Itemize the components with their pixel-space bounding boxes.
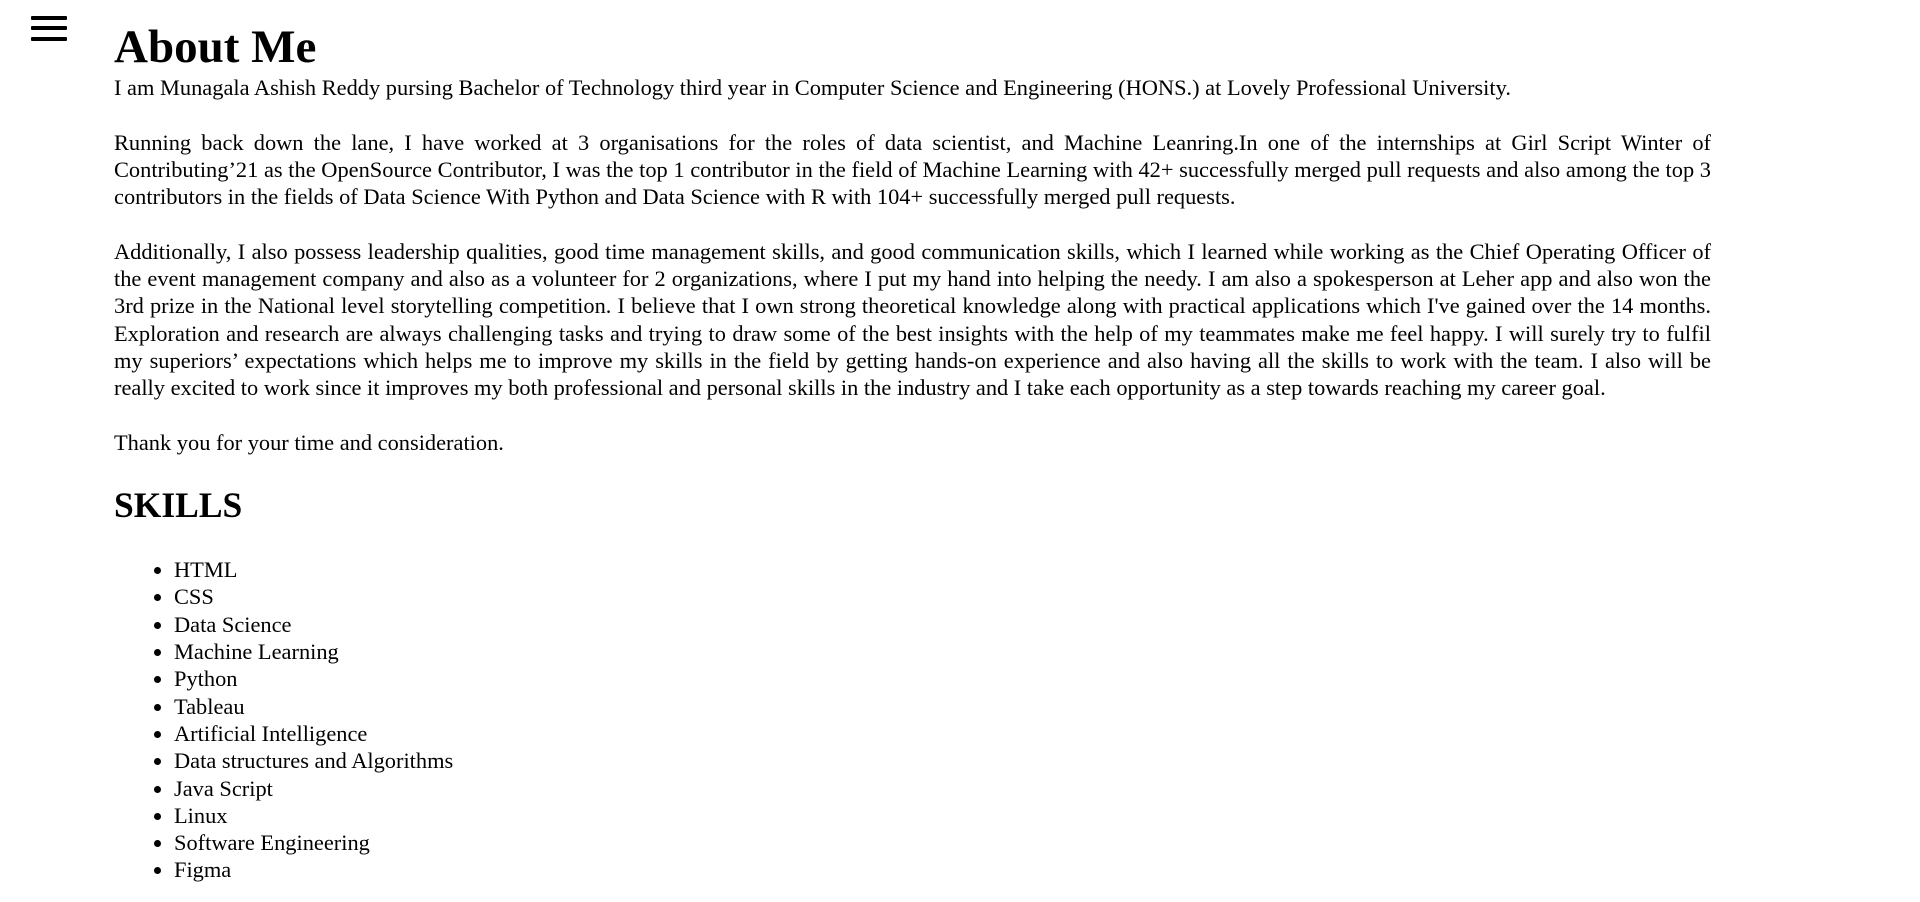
list-item: • Data Science [174,611,1711,638]
list-item: • Figma [174,856,1711,883]
about-paragraph: Additionally, I also possess leadership qualities, good time management skills, and good communication skills, which I learned while working as the Chief Operating Officer of the event management company and also as a volunteer for 2 organizations, where I put my hand into helping the needy. I am also a spokesperson at Leher app and also won the 3rd prize in the National level storytelling competition. I believe that I own strong theoretical knowledge along with practical applications which I've gained over the 14 months. Exploration and research are always challenging tasks and trying to draw some of the best insights with the help of my teammates make me feel happy. I will surely try to fulfil my superiors’ expectations which helps me to improve my skills in the field by getting hands-on experience and also having all the skills to work with the team. I also will be really excited to work since it improves my both professional and personal skills in the industry and I take each opportunity as a step towards reaching my career goal. [114,238,1711,401]
skills-heading: SKILLS [114,485,243,526]
list-item: • Artificial Intelligence [174,720,1711,747]
list-item: • Linux [174,802,1711,829]
list-item: • Machine Learning [174,638,1711,665]
menu-button[interactable] [31,16,67,42]
about-paragraph: Thank you for your time and consideration. [114,429,504,455]
skills-list [114,556,1711,884]
about-paragraph: Running back down the lane, I have worked at 3 organisations for the roles of data scientist, and Machine Leanring.In one of the internships at Girl Script Winter of Contributing’21 as the OpenSource Contributor, I was the top 1 contributor in the field of Machine Learning with 42+ successfully merged pull requests and also among the top 3 contributors in the fields of Data Science With Python and Data Science with R with 104+ successfully merged pull requests. [114,129,1711,210]
list-item: • CSS [174,583,1711,610]
list-item: • Python [174,665,1711,692]
main-content [114,0,1711,884]
hamburger-menu-icon [31,16,67,20]
list-item: • HTML [174,556,1711,583]
list-item: • Tableau [174,693,1711,720]
list-item: • Software Engineering [174,829,1711,856]
hamburger-menu-icon-bar [31,37,67,41]
hamburger-menu-icon-bar [31,26,67,30]
page-title: About Me [114,21,317,73]
list-item: • Java Script [174,775,1711,802]
about-paragraph: I am Munagala Ashish Reddy pursing Bachelor of Technology third year in Computer Science and Engineering (HONS.) at Lovely Professional University. [114,75,1511,100]
list-item: • Data structures and Algorithms [174,747,1711,774]
